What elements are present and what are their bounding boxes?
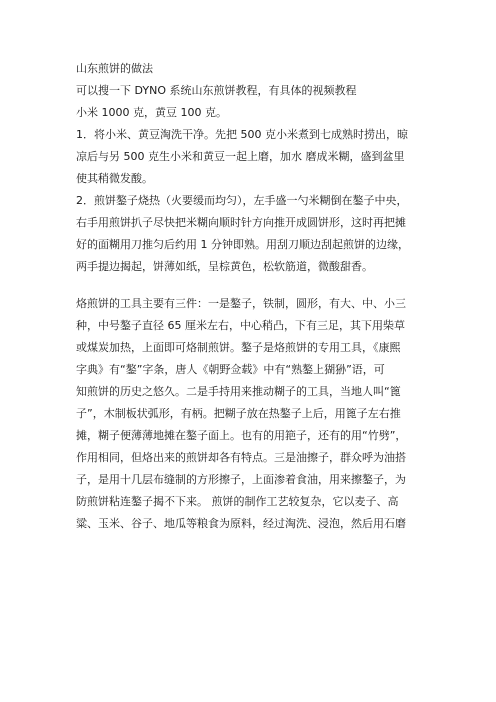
- text-line: 或煤炭加热，上面即可烙制煎饼。鏊子是烙煎饼的专用工具，《康熙: [76, 341, 401, 354]
- text-line: 子”，木制板状弧形，有柄。把糊子放在热鏊子上后，用篦子左右推: [76, 407, 401, 420]
- paragraph-gap: [76, 278, 436, 293]
- text-line: 摊，糊子便薄薄地摊在鏊子面上。也有的用筢子，还有的用“竹劈”，: [76, 429, 407, 442]
- text-line: 2．煎饼鏊子烧热（火要缓而均匀），左手盛一勺米糊倒在鏊子中央，: [76, 194, 408, 207]
- text-line: 子，是用十几层布缝制的方形擦子，上面渗着食油，用来擦鏊子，为: [76, 473, 406, 486]
- text-line: 小米 1000 克，黄豆 100 克。: [76, 106, 227, 119]
- text-line: 粱、玉米、谷子、地瓜等粮食为原料，经过淘洗、浸泡，然后用石磨: [76, 517, 406, 530]
- text-line: 字典》有“鏊”字条，唐人《朝野佥载》中有“熟鏊上猢狲”语，可: [76, 363, 385, 376]
- text-line: 防煎饼粘连鏊子揭不下来。 煎饼的制作工艺较复杂，它以麦子、高: [76, 495, 399, 508]
- text-line: 使其稍微发酸。: [76, 172, 153, 185]
- text-line: 右手用煎饼扒子尽快把米糊向顺时针方向推开成圆饼形，这时再把摊: [76, 216, 406, 229]
- text-line: 1．将小米、黄豆淘洗干净。先把 500 克小米煮到七成熟时捞出，晾: [76, 128, 408, 141]
- text-line: 可以搜一下 DYNO 系统山东煎饼教程，有具体的视频教程: [76, 84, 357, 97]
- recipe-section: [76, 80, 436, 278]
- text-line: 知煎饼的历史之悠久。二是手持用来推动糊子的工具，当地人叫“篦: [76, 385, 401, 398]
- text-line: 种，中号鏊子直径 65 厘米左右，中心稍凸，下有三足，其下用柴草: [76, 319, 405, 332]
- document-title: 山东煎饼的做法: [76, 62, 153, 75]
- document-body: [76, 58, 436, 535]
- text-line: 凉后与另 500 克生小米和黄豆一起上磨，加水 磨成米糊，盛到盆里: [76, 150, 405, 163]
- text-line: 作用相同，但烙出来的煎饼却各有特点。三是油擦子，群众呼为油搭: [76, 451, 406, 464]
- text-line: 烙煎饼的工具主要有三件：一是鏊子，铁制，圆形，有大、中、小三: [76, 297, 406, 310]
- tools-section: [76, 293, 436, 535]
- text-line: 两手提边揭起，饼薄如纸，呈棕黄色，松软筋道，微酸甜香。: [76, 260, 373, 273]
- text-line: 好的面糊用刀推匀后约用 1 分钟即熟。用刮刀顺边刮起煎饼的边缘，: [76, 238, 409, 251]
